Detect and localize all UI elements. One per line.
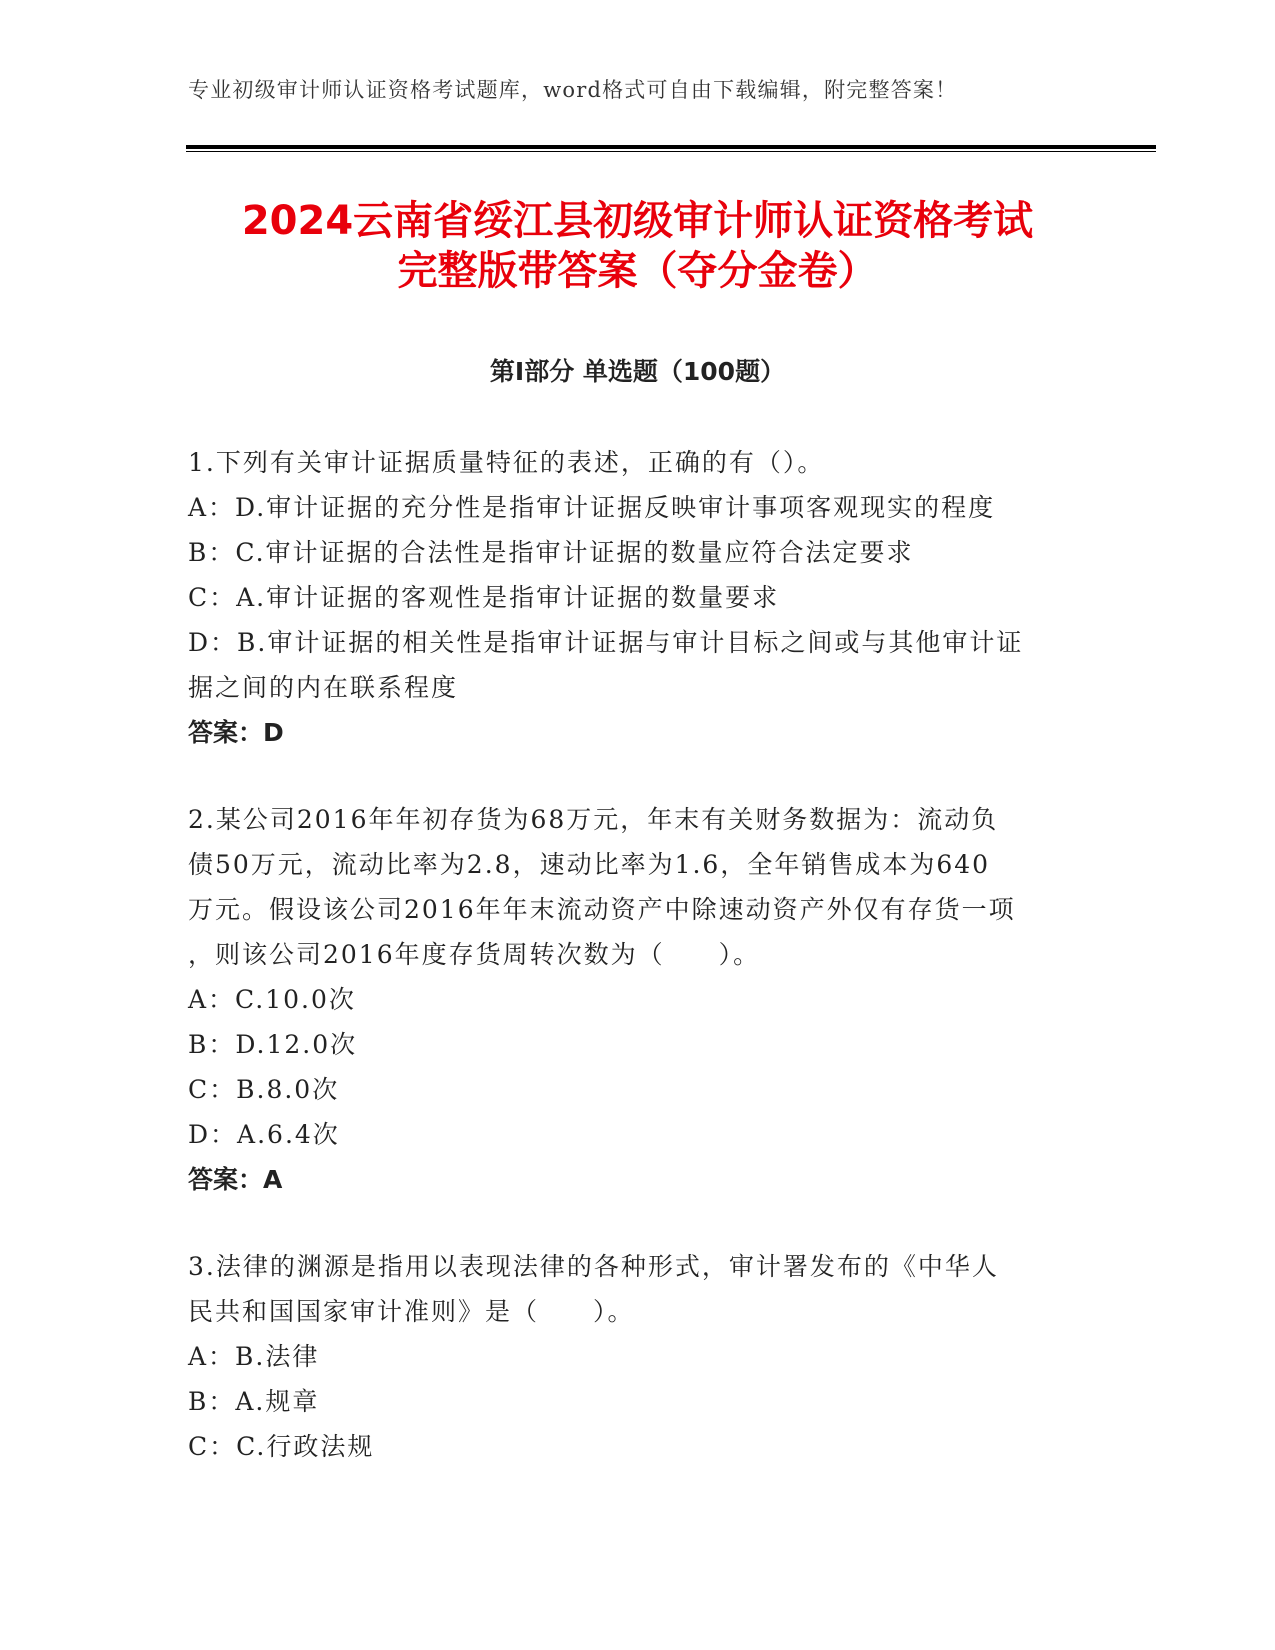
option-line: A：B.法律 bbox=[188, 1342, 320, 1371]
option-line: B：A.规章 bbox=[188, 1387, 320, 1416]
option-line: C：A.审计证据的客观性是指审计证据的数量要求 bbox=[188, 583, 780, 612]
question-stem-line: 2.某公司2016年年初存货为68万元，年末有关财务数据为：流动负 bbox=[188, 805, 999, 834]
option-line: D：A.6.4次 bbox=[188, 1120, 340, 1149]
document-title bbox=[0, 196, 1275, 296]
question-stem-line: 1.下列有关审计证据质量特征的表述，正确的有（）。 bbox=[188, 448, 825, 477]
option-line: B：C.审计证据的合法性是指审计证据的数量应符合法定要求 bbox=[188, 538, 914, 567]
answer-line: 答案：D bbox=[188, 718, 284, 747]
option-line: 据之间的内在联系程度 bbox=[188, 673, 459, 702]
option-line: C：B.8.0次 bbox=[188, 1075, 340, 1104]
question-list bbox=[188, 440, 1070, 1511]
question-block bbox=[188, 797, 1070, 1202]
header-rule-thin bbox=[186, 151, 1156, 152]
question-stem-line: 3.法律的渊源是指用以表现法律的各种形式，审计署发布的《中华人 bbox=[188, 1252, 999, 1281]
title-line-1: 2024云南省绥江县初级审计师认证资格考试 bbox=[241, 198, 1034, 244]
question-stem-line: 万元。假设该公司2016年年末流动资产中除速动资产外仅有存货一项 bbox=[188, 895, 1016, 924]
section-heading: 第Ⅰ部分 单选题（100题） bbox=[489, 357, 786, 386]
option-line: C：C.行政法规 bbox=[188, 1432, 375, 1461]
header-rule-thick bbox=[186, 145, 1156, 149]
answer-line: 答案：A bbox=[188, 1165, 283, 1194]
question-stem-line: ，则该公司2016年度存货周转次数为（ ）。 bbox=[188, 940, 761, 969]
question-stem-line: 债50万元，流动比率为2.8，速动比率为1.6，全年销售成本为640 bbox=[188, 850, 991, 879]
option-line: A：D.审计证据的充分性是指审计证据反映审计事项客观现实的程度 bbox=[188, 493, 996, 522]
option-line: A：C.10.0次 bbox=[188, 985, 356, 1014]
question-stem-line: 民共和国国家审计准则》是（ ）。 bbox=[188, 1297, 635, 1326]
title-line-2: 完整版带答案（夺分金卷） bbox=[397, 248, 878, 294]
question-block bbox=[188, 1244, 1070, 1469]
header-note: 专业初级审计师认证资格考试题库，word格式可自由下载编辑，附完整答案！ bbox=[188, 78, 958, 102]
question-block bbox=[188, 440, 1070, 755]
option-line: D：B.审计证据的相关性是指审计证据与审计目标之间或与其他审计证 bbox=[188, 628, 1024, 657]
option-line: B：D.12.0次 bbox=[188, 1030, 358, 1059]
